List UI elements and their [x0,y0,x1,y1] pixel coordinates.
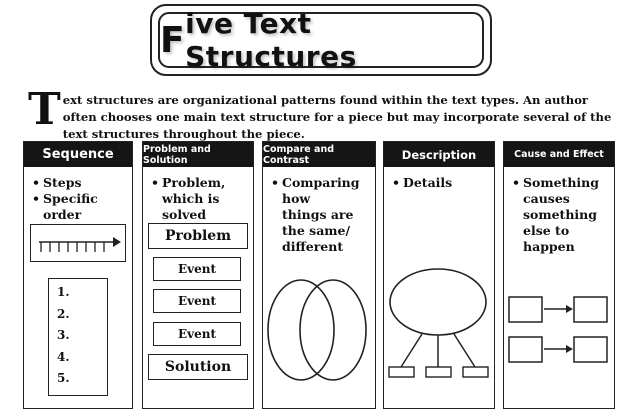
numbered-list [57,285,107,393]
intro-paragraph [28,84,613,143]
number-item: 4. [57,349,70,364]
timeline-box [30,224,126,262]
problem-box: Problem [148,223,248,249]
column-description [383,141,495,409]
column-heading: Description [384,142,494,167]
title-first-letter: F [160,19,186,61]
column-problem-solution [142,141,254,409]
bullet-list [384,167,494,191]
intro-dropcap: T [28,84,61,135]
bullet-item: • Something causes something else to happen [512,175,600,255]
bullet-list [504,167,614,255]
column-sequence [23,141,133,409]
bullet-list [24,167,132,223]
numbered-list-box [48,278,108,396]
column-heading: Sequence [24,142,132,167]
bullet-item: • Steps [32,175,126,191]
page-title [158,7,484,73]
title-frame [150,4,492,76]
event-box: Event [153,322,241,346]
bullet-list [143,167,253,223]
event-box: Event [153,257,241,281]
column-cause-effect [503,141,615,409]
column-compare-contrast [262,141,376,409]
column-heading: Problem and Solution [143,142,253,167]
bullet-item: • Specific order [32,191,126,223]
cause-effect-diagram-icon [504,292,614,372]
web-diagram-icon [384,264,494,384]
column-heading: Compare and Contrast [263,142,375,167]
number-item: 1. [57,285,70,299]
intro-text: ext structures are organizational patterns found within the text types. An author often chooses one main text structure for a piece but may incorporate several of the text structures throughout the piece. [62,93,612,141]
event-box: Event [153,289,241,313]
number-item: 5. [57,371,70,385]
number-item: 3. [57,328,70,342]
column-heading: Cause and Effect [504,142,614,167]
title-rest: ive Text Structures [185,7,357,73]
solution-box: Solution [148,354,248,380]
timeline-arrow-icon [31,225,124,260]
venn-diagram-icon [263,272,375,387]
number-item: 2. [57,306,70,321]
bullet-item: • Details [392,175,488,191]
bullet-list [263,167,375,255]
bullet-item: • Comparing how things are the same/ different [271,175,355,255]
bullet-item: • Problem, which is solved [151,175,247,223]
